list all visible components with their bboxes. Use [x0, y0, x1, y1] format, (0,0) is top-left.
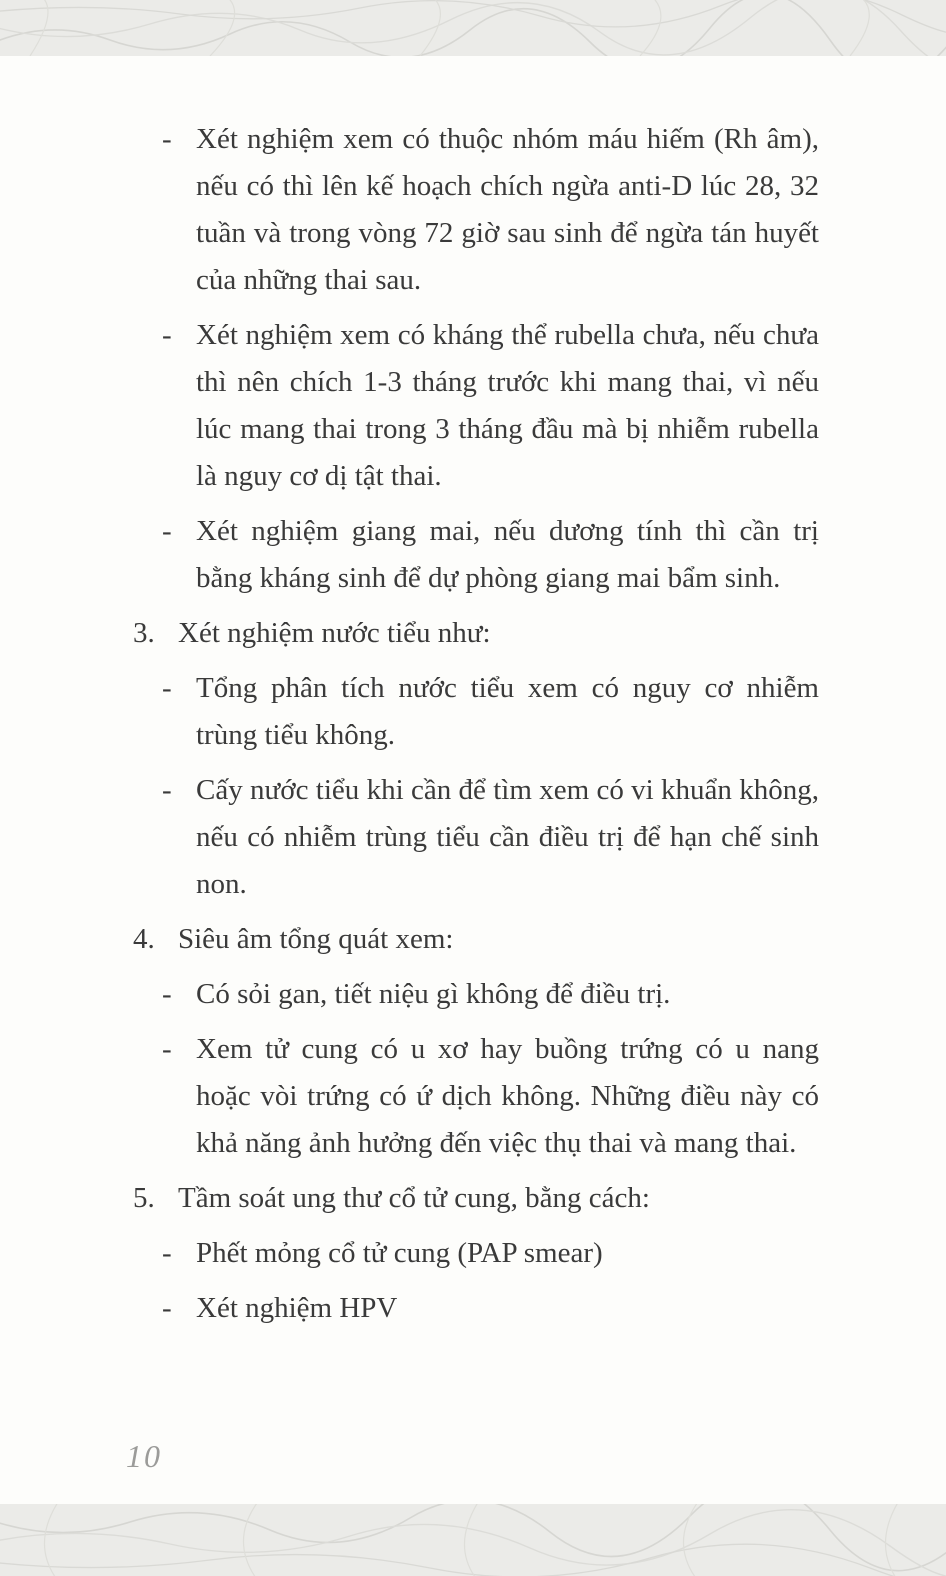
list-item: [162, 971, 819, 1018]
list-text: Cấy nước tiểu khi cần để tìm xem có vi khuẩn không, nếu có nhiễm trùng tiểu cần điều trị để hạn chế sinh non.: [196, 774, 819, 900]
list-item: [162, 312, 819, 500]
list-item: [133, 610, 819, 657]
list-item: [133, 1175, 819, 1222]
list-item: [162, 508, 819, 602]
list-marker: -: [162, 774, 172, 806]
list-text: Tầm soát ung thư cổ tử cung, bằng cách:: [178, 1182, 650, 1214]
list-marker: -: [162, 1292, 172, 1324]
list-text: Xét nghiệm giang mai, nếu dương tính thì cần trị bằng kháng sinh để dự phòng giang mai bẩm sinh.: [196, 515, 819, 594]
scribble-pattern-icon: [0, 0, 946, 56]
list-text: Siêu âm tổng quát xem:: [178, 923, 454, 955]
list-marker: -: [162, 1033, 172, 1065]
decorative-border-top: [0, 0, 946, 56]
content-list: [133, 116, 819, 1332]
list-item: [133, 916, 819, 963]
list-text: Xem tử cung có u xơ hay buồng trứng có u nang hoặc vòi trứng có ứ dịch không. Những điều này có khả năng ảnh hưởng đến việc thụ thai và mang thai.: [196, 1033, 819, 1159]
page-content: [133, 116, 819, 1340]
list-text: Có sỏi gan, tiết niệu gì không để điều trị.: [196, 978, 671, 1010]
list-item: [162, 767, 819, 908]
list-item: [162, 1230, 819, 1277]
list-text: Xét nghiệm nước tiểu như:: [178, 617, 491, 649]
list-text: Tổng phân tích nước tiểu xem có nguy cơ nhiễm trùng tiểu không.: [196, 672, 819, 751]
list-text: Phết mỏng cổ tử cung (PAP smear): [196, 1237, 603, 1269]
list-marker: -: [162, 319, 172, 351]
list-text: Xét nghiệm HPV: [196, 1292, 398, 1324]
decorative-border-bottom: [0, 1504, 946, 1576]
list-text: Xét nghiệm xem có kháng thể rubella chưa, nếu chưa thì nên chích 1-3 tháng trước khi mang thai, vì nếu lúc mang thai trong 3 tháng đầu mà bị nhiễm rubella là nguy cơ dị tật thai.: [196, 319, 819, 492]
page-number: 10: [126, 1438, 162, 1474]
list-item: [162, 665, 819, 759]
list-marker: -: [162, 672, 172, 704]
list-marker: 3.: [133, 617, 155, 649]
list-marker: -: [162, 1237, 172, 1269]
list-item: [162, 116, 819, 304]
scribble-pattern-icon: [0, 1504, 946, 1576]
list-marker: -: [162, 978, 172, 1010]
list-marker: 5.: [133, 1182, 155, 1214]
list-item: [162, 1285, 819, 1332]
list-text: Xét nghiệm xem có thuộc nhóm máu hiếm (Rh âm), nếu có thì lên kế hoạch chích ngừa anti-D lúc 28, 32 tuần và trong vòng 72 giờ sau sinh để ngừa tán huyết của những thai sau.: [196, 123, 819, 296]
list-marker: 4.: [133, 923, 155, 955]
list-item: [162, 1026, 819, 1167]
list-marker: -: [162, 515, 172, 547]
list-marker: -: [162, 123, 172, 155]
